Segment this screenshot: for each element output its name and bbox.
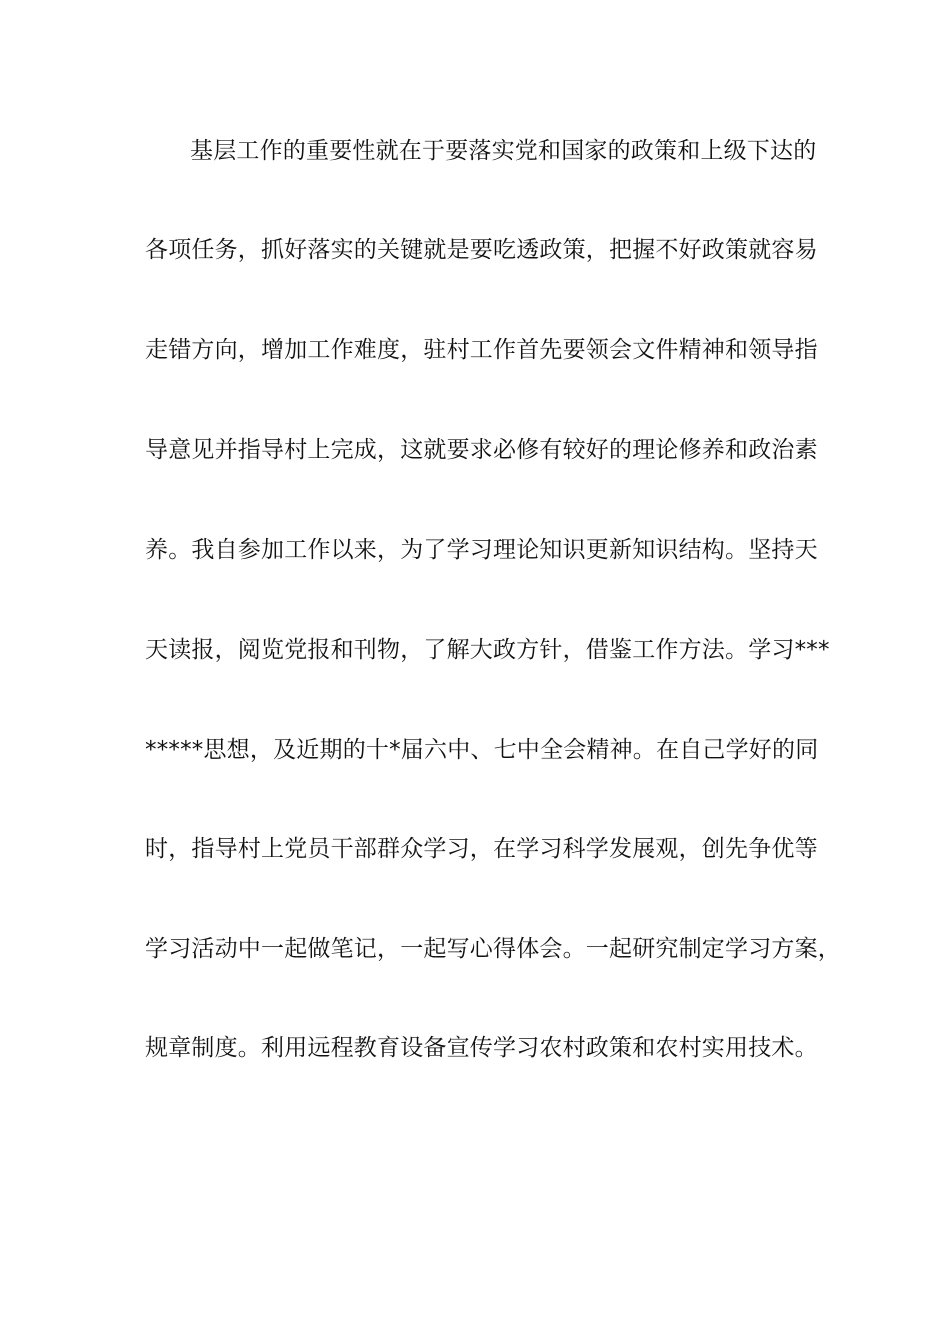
paragraph-line-10: 规章制度。利用远程教育设备宣传学习农村政策和农村实用技术。 [145, 1035, 818, 1061]
paragraph-line-7: *****思想，及近期的十*届六中、七中全会精神。在自己学好的同 [145, 737, 819, 763]
paragraph-line-6: 天读报，阅览党报和刊物，了解大政方针，借鉴工作方法。学习*** [145, 637, 830, 663]
paragraph-line-3: 走错方向，增加工作难度，驻村工作首先要领会文件精神和领导指 [145, 337, 818, 363]
paragraph-line-2: 各项任务，抓好落实的关键就是要吃透政策，把握不好政策就容易 [145, 237, 818, 263]
paragraph-line-4: 导意见并指导村上完成，这就要求必修有较好的理论修养和政治素 [145, 437, 818, 463]
paragraph-line-5: 养。我自参加工作以来，为了学习理论知识更新知识结构。坚持天 [145, 537, 818, 563]
paragraph-line-9: 学习活动中一起做笔记，一起写心得体会。一起研究制定学习方案， [145, 936, 841, 962]
paragraph-line-8: 时，指导村上党员干部群众学习，在学习科学发展观，创先争优等 [145, 836, 818, 862]
paragraph-line-1: 基层工作的重要性就在于要落实党和国家的政策和上级下达的 [190, 138, 817, 164]
